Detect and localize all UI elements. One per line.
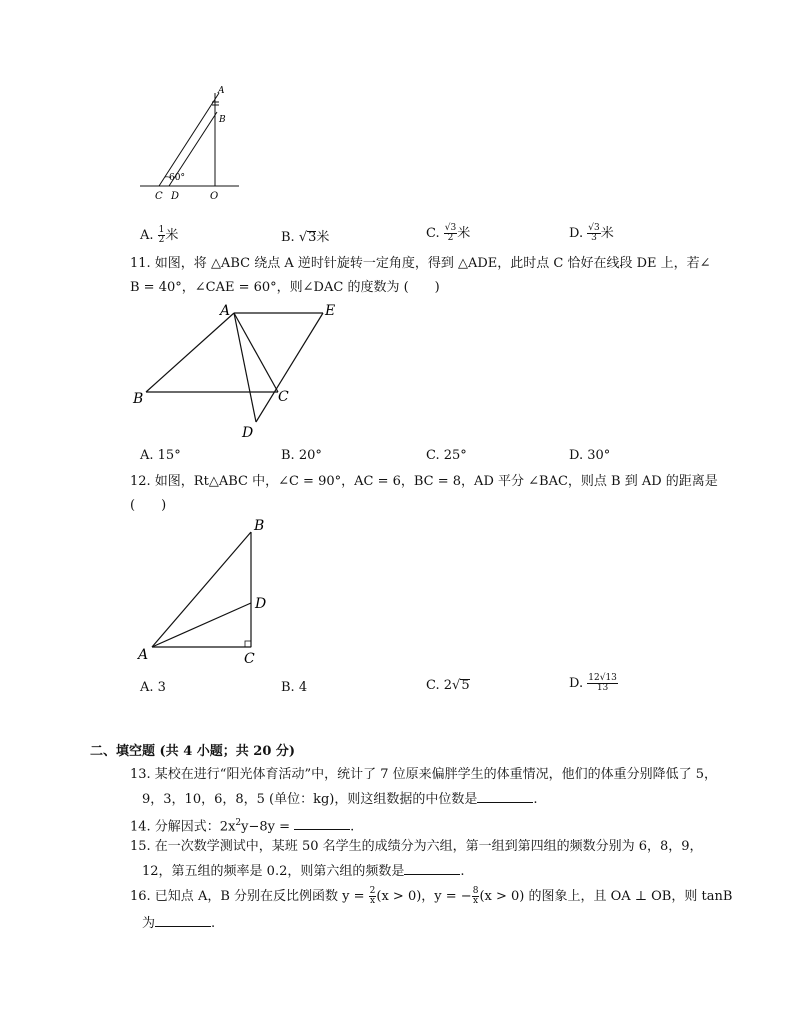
q13-line1: 13. 某校在进行“阳光体育活动”中，统计了 7 位原来偏胖学生的体重情况，他们的体重分别降低了 5， (130, 767, 718, 782)
label-D: D (255, 596, 267, 612)
q13-line2: 9，3，10，6，8，5 (单位：kg)，则这组数据的中位数是 . (142, 788, 538, 811)
q10-option-a[interactable]: A. $\frac{1}{2}$ 米 (140, 225, 179, 245)
label-A: A (218, 86, 225, 96)
q12-line2: ( ) (130, 498, 167, 513)
fraction: $\frac{8}{x}$ (472, 886, 479, 906)
q10-option-c[interactable]: C. $\frac{√3}{2}$ 米 (426, 223, 471, 243)
q10-option-d[interactable]: D. $\frac{√3}{3}$ 米 (569, 223, 614, 243)
q11-line2: B = 40°，∠CAE = 60°，则∠DAC 的度数为 ( ) (130, 280, 440, 295)
fraction: $\frac{12√13}{13}$ (588, 673, 617, 693)
q10-option-b[interactable]: B. √3米 (281, 230, 330, 245)
q12-option-b[interactable]: B. 4 (281, 680, 308, 695)
answer-blank[interactable] (404, 860, 460, 875)
q14-line: 14. 分解因式：$2x^2y-8y$ = . (130, 812, 354, 838)
figure-q12 (134, 514, 274, 670)
q11-option-a[interactable]: A. 15° (140, 448, 181, 463)
label-E: E (325, 303, 336, 319)
answer-blank[interactable] (155, 912, 211, 927)
q16-line2: 为 . (142, 912, 215, 935)
label-angle: 60° (169, 173, 185, 183)
fraction: $\frac{√3}{2}$ (444, 223, 457, 243)
fraction: $\frac{√3}{3}$ (588, 223, 600, 243)
label-C: C (244, 651, 255, 667)
q12-option-d[interactable]: D. $\frac{12√13}{13}$ (569, 673, 617, 693)
q11-option-c[interactable]: C. 25° (426, 448, 467, 463)
label-A: A (138, 647, 149, 663)
label-A: A (220, 303, 231, 319)
fraction: $\frac{2}{x}$ (369, 886, 376, 906)
q12-line1: 12. 如图，Rt△ABC 中，∠C = 90°，AC = 6，BC = 8，AD 平分 ∠BAC，则点 B 到 AD 的距离是 (130, 474, 718, 489)
q15-line1: 15. 在一次数学测试中，某班 50 名学生的成绩分为六组，第一组到第四组的频数分别为 6，8，9， (130, 839, 703, 854)
q11-option-b[interactable]: B. 20° (281, 448, 322, 463)
q15-line2: 12，第五组的频率是 0.2，则第六组的频数是 . (142, 860, 465, 883)
label-D: D (242, 425, 254, 441)
figure-ladder (135, 85, 245, 205)
answer-blank[interactable] (477, 788, 533, 803)
label-B: B (254, 518, 265, 534)
label-D: D (171, 191, 180, 202)
q12-option-a[interactable]: A. 3 (140, 680, 166, 695)
q11-line1: 11. 如图，将 △ABC 绕点 A 逆时针旋转一定角度，得到 △ADE，此时点 C 恰好在线段 DE 上，若∠ (130, 256, 711, 271)
q16-line1: 16. 已知点 A，B 分别在反比例函数 y = $\frac{2}{x}$ (x > 0)，y = − $\frac{8}{x}$ (x > 0) 的图象上，且 OA ⊥ OB，则 tanB (130, 886, 733, 906)
q12-option-c[interactable]: C. 2√5 (426, 678, 470, 693)
q11-option-d[interactable]: D. 30° (569, 448, 611, 463)
label-B: B (219, 115, 226, 125)
label-O: O (210, 191, 219, 202)
section-title: 二、填空题 (共 4 小题；共 20 分) (90, 744, 296, 759)
fraction: $\frac{1}{2}$ (158, 225, 165, 245)
label-B: B (133, 391, 144, 407)
label-C: C (278, 389, 289, 405)
answer-blank[interactable] (294, 815, 350, 830)
label-C: C (155, 191, 163, 202)
figure-q11 (128, 298, 358, 444)
